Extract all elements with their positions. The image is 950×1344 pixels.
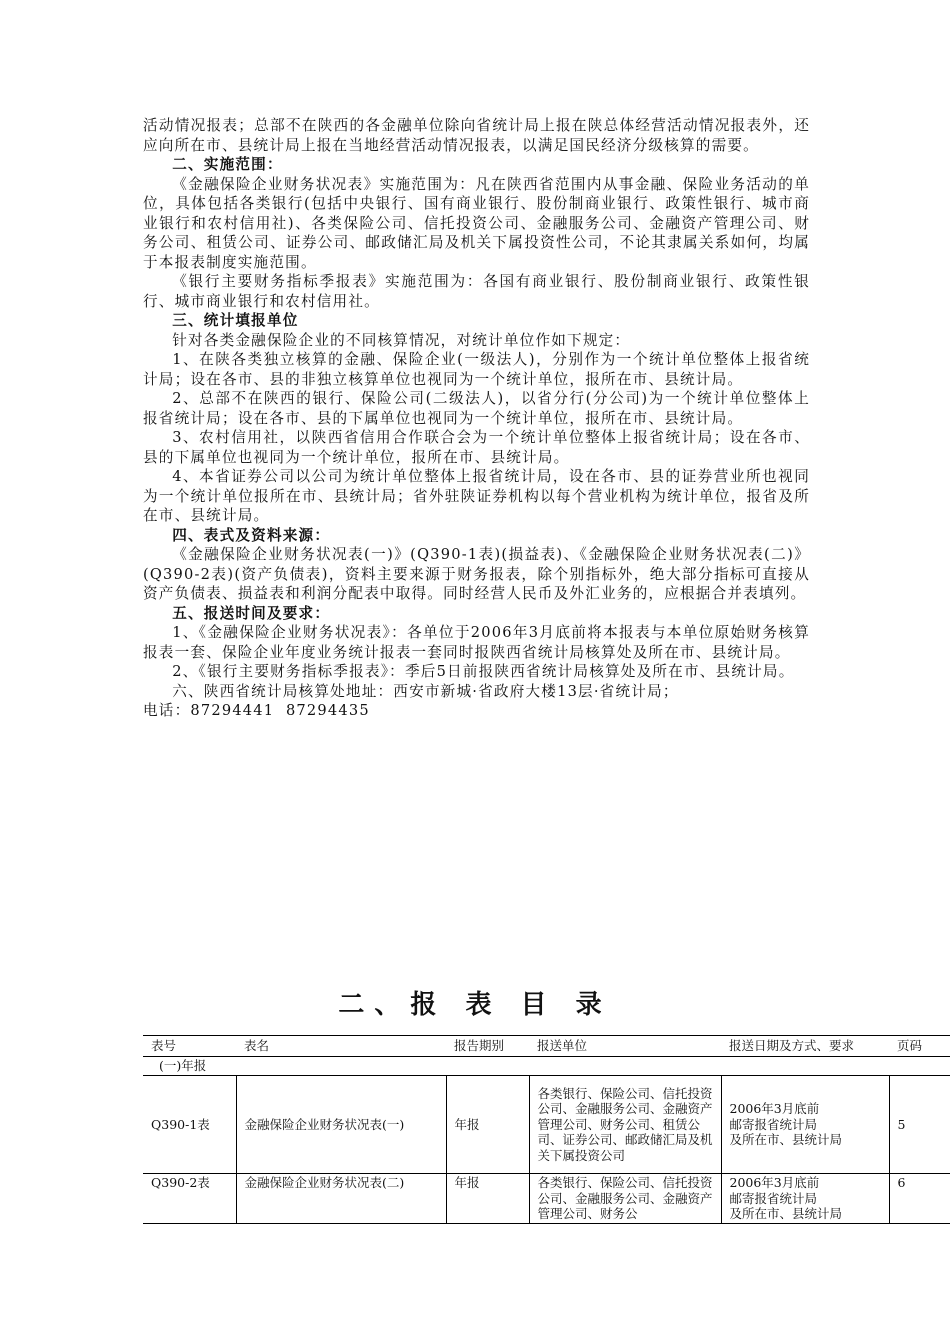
- row-name: 金融保险企业财务状况表(二): [236, 1174, 446, 1224]
- report-catalog-table: [143, 1035, 950, 1224]
- section-heading: 五、报送时间及要求：: [172, 604, 331, 622]
- deadline-recipient: 及所在市、县统计局: [729, 1132, 843, 1148]
- section-heading: 二、实施范围：: [172, 156, 283, 173]
- paragraph: 活动情况报表；总部不在陕西的各金融单位除向省统计局上报在陕总体经营活动情况报表外，还应向所在市、县统计局上报在当地经营活动情况报表，以满足国民经济分级核算的需要。: [143, 117, 810, 154]
- paragraph: 1、《金融保险企业财务状况表》：各单位于2006年3月底前将本报表与本单位原始财务核算报表一套、保险企业年度业务统计报表一套同时报陕西省统计局核算处及所在市、县统计局。: [143, 624, 810, 661]
- row-page: 5: [889, 1076, 950, 1174]
- group-row: [143, 1057, 950, 1076]
- body-text: [143, 116, 810, 721]
- paragraph: 2、《银行主要财务指标季报表》：季后5日前报陕西省统计局核算处及所在市、县统计局。: [172, 663, 795, 680]
- paragraph: 4、本省证券公司以公司为统计单位整体上报省统计局，设在各市、县的证券营业所也视同为一个统计单位报所在市、县统计局；省外驻陕证券机构以每个营业机构为统计单位，报省及所在市、县统计局。: [143, 468, 810, 524]
- deadline-method: 邮寄报省统计局: [729, 1190, 818, 1206]
- header-code: 表号: [143, 1036, 236, 1057]
- paragraph: 针对各类金融保险企业的不同核算情况，对统计单位作如下规定：: [172, 331, 631, 349]
- paragraph: 2、总部不在陕西的银行、保险公司(二级法人)，以省分行(分公司)为一个统计单位整体上报省统计局；设在各市、县的下属单位也视同为一个统计单位，报所在市、县统计局。: [143, 390, 810, 427]
- group-label: (一)年报: [143, 1057, 950, 1076]
- row-period: 年报: [446, 1174, 529, 1224]
- paragraph: 六、陕西省统计局核算处地址：西安市新城·省政府大楼13层·省统计局；: [172, 682, 679, 700]
- row-deadline: [721, 1174, 889, 1224]
- paragraph: 《金融保险企业财务状况表(一)》(Q390-1表)(损益表)、《金融保险企业财务状况表(二)》(Q390-2表)(资产负债表)，资料主要来源于财务报表，除个别指标外，绝大部分指标可直接从资产负债表、损益表和利润分配表中取得。同时经营人民币及外汇业务的，应根据合并表填列。: [143, 546, 810, 602]
- row-period: 年报: [446, 1076, 529, 1174]
- deadline-method: 邮寄报省统计局: [729, 1116, 818, 1132]
- header-period: 报告期别: [446, 1036, 529, 1057]
- header-page: 页码: [889, 1036, 950, 1057]
- header-deadline: 报送日期及方式、要求: [721, 1036, 889, 1057]
- paragraph: 电话：87294441 87294435: [143, 702, 370, 719]
- header-units: 报送单位: [529, 1036, 721, 1057]
- row-page: 6: [889, 1174, 950, 1224]
- paragraph: 《银行主要财务指标季报表》实施范围为：各国有商业银行、股份制商业银行、政策性银行、城市商业银行和农村信用社。: [143, 273, 810, 310]
- deadline-date: 2006年3月底前: [729, 1101, 820, 1117]
- row-code: Q390-1表: [143, 1076, 236, 1174]
- deadline-recipient: 及所在市、县统计局: [729, 1206, 843, 1221]
- catalog-title: 二、报 表 目 录: [338, 990, 612, 1020]
- row-name: 金融保险企业财务状况表(一): [236, 1076, 446, 1174]
- row-units: 各类银行、保险公司、信托投资公司、金融服务公司、金融资产管理公司、财务公司、租赁公司、证券公司、邮政储汇局及机关下属投资公司: [529, 1076, 721, 1174]
- row-units: 各类银行、保险公司、信托投资公司、金融服务公司、金融资产管理公司、财务公: [529, 1174, 721, 1224]
- table-row: [143, 1076, 950, 1174]
- table-header-row: [143, 1036, 950, 1057]
- section-heading: 四、表式及资料来源：: [172, 526, 331, 544]
- paragraph: 《金融保险企业财务状况表》实施范围为：凡在陕西省范围内从事金融、保险业务活动的单位，具体包括各类银行(包括中央银行、国有商业银行、股份制商业银行、政策性银行、城市商业银行和农村信用社)、各类保险公司、信托投资公司、金融服务公司、金融资产管理公司、财务公司、租赁公司、证券公司、邮政储汇局及机关下属投资性公司，不论其隶属关系如何，均属于本报表制度实施范围。: [143, 175, 810, 271]
- table-row: [143, 1174, 950, 1224]
- paragraph: 3、农村信用社，以陕西省信用合作联合会为一个统计单位整体上报省统计局；设在各市、县的下属单位也视同为一个统计单位，报所在市、县统计局。: [143, 429, 810, 466]
- section-heading: 三、统计填报单位: [172, 312, 299, 329]
- deadline-date: 2006年3月底前: [729, 1175, 820, 1190]
- row-deadline: [721, 1076, 889, 1174]
- header-name: 表名: [236, 1036, 446, 1057]
- row-code: Q390-2表: [143, 1174, 236, 1224]
- paragraph: 1、在陕各类独立核算的金融、保险企业(一级法人)，分别作为一个统计单位整体上报省统计局；设在各市、县的非独立核算单位也视同为一个统计单位，报所在市、县统计局。: [143, 351, 810, 388]
